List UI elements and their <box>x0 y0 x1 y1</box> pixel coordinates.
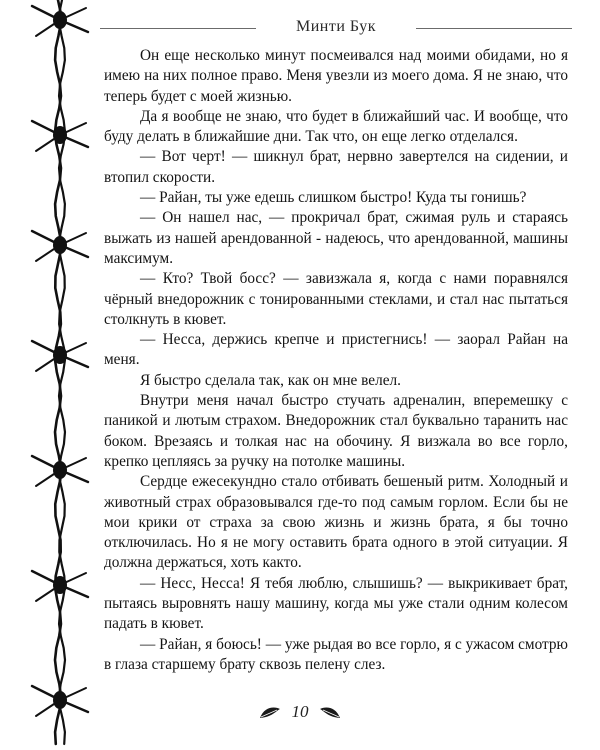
barbed-wire-border <box>28 0 90 750</box>
page-footer <box>0 700 600 726</box>
body-text <box>104 46 568 675</box>
barb-knot <box>32 571 88 601</box>
paragraph: — Райан, ты уже едешь слишком быстро! Куда ты гонишь? <box>140 189 527 207</box>
paragraph: — Кто? Твой босс? — завизжала я, когда с нами поравнялся чёрный внедорожник с тонированными стеклами, и стал нас пытаться столкнуть в кювет. <box>104 270 568 328</box>
paragraph: — Вот черт! — шикнул брат, нервно завертелся на сидении, и втопил скорости. <box>104 148 568 186</box>
running-header <box>100 16 572 42</box>
paragraph: Да я вообще не знаю, что будет в ближайший час. И вообще, что буду делать в ближайшие дни. Так что, он еще легко отделался. <box>104 107 568 146</box>
book-title: Минти Бук <box>296 18 376 35</box>
paragraph: — Райан, я боюсь! — уже рыдая во все горло, я с ужасом смотрю в глаза старшему брату сквозь пелену слез. <box>104 635 568 673</box>
header-rule-left <box>100 28 256 29</box>
barb-knot <box>32 121 88 151</box>
leaf-ornament-icon <box>258 705 282 721</box>
barb-knot <box>32 341 88 371</box>
paragraph: — Он нашел нас, — прокричал брат, сжимая руль и стараясь выжать из нашей арендованной - надеюсь, что арендованной, машины максимум. <box>104 209 568 267</box>
paragraph: Он еще несколько минут посмеивался над моими обидами, но я имею на них полное право. Меня увезли из моего дома. Я не знаю, что теперь будет с моей жизнью. <box>104 47 568 105</box>
page-number: 10 <box>291 702 309 721</box>
header-rule-right <box>416 28 572 29</box>
paragraph: Сердце ежесекундно стало отбивать бешеный ритм. Холодный и животный страх образовывался где-то под самым горлом. Если бы не мои крики от страха за свою жизнь и жизнь брата, я бы точно отключилась. Но я не могу оставить брата одного в этой ситуации. Я должна держаться, хоть както. <box>104 473 568 572</box>
paragraph: — Несса, держись крепче и пристегнись! — заорал Райан на меня. <box>104 331 568 369</box>
paragraph: — Несс, Несса! Я тебя люблю, слышишь? — выкрикивает брат, пытаясь выровнять нашу машину, когда мы уже стали одним колесом падать в кювет. <box>104 574 568 633</box>
leaf-ornament-icon <box>318 705 342 721</box>
paragraph: Внутри меня начал быстро стучать адреналин, вперемешку с паникой и лютым страхом. Внедорожник стал буквально таранить нас боком. Врезаясь и толкая нас на обочину. Я визжала во все горло, крепко цепляясь за ручку на потолке машины. <box>104 392 568 470</box>
paragraph: Я быстро сделала так, как он мне велел. <box>140 371 401 389</box>
